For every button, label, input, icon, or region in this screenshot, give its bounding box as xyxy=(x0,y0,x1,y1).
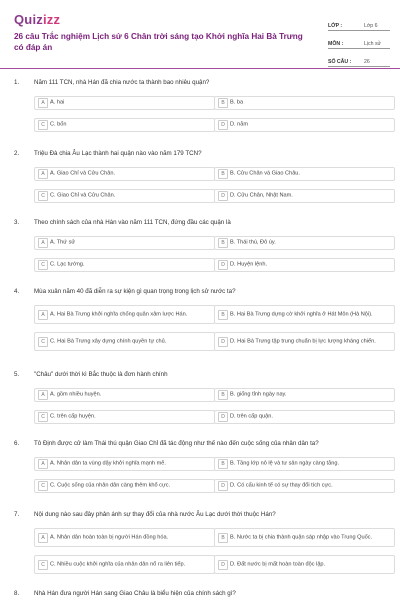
option-letter: D xyxy=(218,120,228,130)
option-text: D. Có cấu kinh tế có sự thay đổi tích cực. xyxy=(230,482,333,489)
option-c[interactable] xyxy=(34,332,215,351)
option-a[interactable] xyxy=(34,96,215,110)
option-text: D. Huyện lệnh. xyxy=(230,261,268,268)
option-letter: C xyxy=(38,120,48,130)
question-number: 7. xyxy=(14,511,20,518)
option-text: A. Thứ sử xyxy=(50,239,76,246)
meta-row-count: SỐ CÂU : 26 xyxy=(328,49,390,67)
option-letter: C xyxy=(38,260,48,270)
option-a[interactable] xyxy=(34,388,215,402)
option-text: B. ba xyxy=(230,99,244,106)
meta-panel xyxy=(328,13,390,67)
quizizz-logo[interactable]: Quizizz xyxy=(14,12,61,27)
option-d[interactable] xyxy=(214,332,395,351)
option-text: D. Đất nước bị mất hoàn toàn độc lập. xyxy=(230,561,326,567)
question-text: Năm 111 TCN, nhà Hán đã chia nước ta thành bao nhiêu quận? xyxy=(34,79,210,86)
option-text: A. hai xyxy=(50,99,65,106)
option-text: C. bốn xyxy=(50,121,67,128)
option-letter: D xyxy=(218,560,228,570)
meta-row-grade: LỚP : Lớp 6 xyxy=(328,13,390,31)
option-b[interactable] xyxy=(214,388,395,402)
option-text: C. Giao Chỉ và Cửu Chân. xyxy=(50,192,116,199)
question-number: 1. xyxy=(14,79,20,86)
question-number: 3. xyxy=(14,219,20,226)
option-d[interactable] xyxy=(214,479,395,493)
option-text: A. gồm nhiều huyện. xyxy=(50,391,102,398)
question-text: Tô Định được cử làm Thái thú quận Giao Chỉ đã tác động như thế nào đến cuộc sống của nhân dân ta? xyxy=(34,440,319,447)
option-c[interactable] xyxy=(34,189,215,203)
option-letter: C xyxy=(38,337,48,347)
question-text: Nội dung nào sau đây phản ánh sự thay đổi của nhà nước Âu Lạc dưới thời thuộc Hán? xyxy=(34,511,276,518)
question-text: Triệu Đà chia Âu Lạc thành hai quận nào vào năm 179 TCN? xyxy=(34,150,202,157)
option-text: A. Hai Bà Trưng khởi nghĩa chống quân xâm lược Hán. xyxy=(50,311,188,317)
option-text: D. Cửu Chân, Nhật Nam. xyxy=(230,192,293,199)
option-b[interactable] xyxy=(214,236,395,250)
question-number: 2. xyxy=(14,150,20,157)
option-a[interactable] xyxy=(34,528,215,547)
option-letter: A xyxy=(38,459,48,469)
option-text: C. Nhiều cuộc khởi nghĩa của nhân dân nổ ra liên tiếp. xyxy=(50,561,186,567)
option-letter: B xyxy=(218,98,228,108)
option-letter: C xyxy=(38,412,48,422)
option-letter: A xyxy=(38,98,48,108)
page-title: 26 câu Trắc nghiệm Lịch sử 6 Chân trời sáng tạo Khởi nghĩa Hai Bà Trưng có đáp án xyxy=(14,32,303,52)
option-letter: B xyxy=(218,310,228,320)
option-c[interactable] xyxy=(34,258,215,272)
option-a[interactable] xyxy=(34,457,215,471)
option-letter: D xyxy=(218,412,228,422)
option-letter: B xyxy=(218,459,228,469)
option-letter: A xyxy=(38,390,48,400)
option-b[interactable] xyxy=(214,457,395,471)
question-number: 5. xyxy=(14,371,20,378)
option-letter: B xyxy=(218,390,228,400)
option-a[interactable] xyxy=(34,305,215,324)
option-d[interactable] xyxy=(214,410,395,424)
header xyxy=(0,0,400,68)
option-text: C. Hai Bà Trưng xây dựng chính quyền tự chủ. xyxy=(50,338,167,344)
option-text: A. Giao Chỉ và Cửu Chân. xyxy=(50,170,115,177)
option-letter: A xyxy=(38,533,48,543)
option-text: C. Lạc tướng. xyxy=(50,261,85,268)
option-text: B. Hai Bà Trưng dựng cờ khởi nghĩa ở Hát Môn (Hà Nội). xyxy=(230,311,373,317)
question-text: Theo chính sách của nhà Hán vào năm 111 TCN, đứng đầu các quận là xyxy=(34,219,231,226)
question-text: "Châu" dưới thời kì Bắc thuộc là đơn hành chính xyxy=(34,371,168,378)
option-letter: D xyxy=(218,337,228,347)
option-letter: A xyxy=(38,310,48,320)
option-a[interactable] xyxy=(34,167,215,181)
option-d[interactable] xyxy=(214,258,395,272)
header-divider xyxy=(0,68,400,69)
question-text: Nhà Hán đưa người Hán sang Giao Châu là biểu hiện của chính sách gì? xyxy=(34,590,236,597)
option-letter: A xyxy=(38,169,48,179)
option-text: B. Thái thú, Đô úy. xyxy=(230,239,276,246)
option-d[interactable] xyxy=(214,118,395,132)
option-text: B. Tầng lớp nô lệ và tư sản ngày càng tăng. xyxy=(230,460,339,467)
option-text: C. trên cấp huyện. xyxy=(50,413,96,420)
option-b[interactable] xyxy=(214,305,395,324)
option-b[interactable] xyxy=(214,167,395,181)
question-number: 4. xyxy=(14,288,20,295)
option-text: D. năm xyxy=(230,121,249,128)
option-text: D. Hai Bà Trưng tập trung chuẩn bị lực lượng kháng chiến. xyxy=(230,338,376,344)
option-text: B. Nước ta bị chia thành quận sáp nhập vào Trung Quốc. xyxy=(230,534,373,540)
option-letter: D xyxy=(218,260,228,270)
option-b[interactable] xyxy=(214,528,395,547)
option-c[interactable] xyxy=(34,555,215,574)
option-text: D. trên cấp quận. xyxy=(230,413,273,420)
option-a[interactable] xyxy=(34,236,215,250)
option-c[interactable] xyxy=(34,118,215,132)
option-letter: A xyxy=(38,238,48,248)
option-letter: C xyxy=(38,560,48,570)
meta-row-subject: MÔN : Lịch sử xyxy=(328,31,390,49)
option-letter: B xyxy=(218,238,228,248)
question-number: 6. xyxy=(14,440,20,447)
option-letter: D xyxy=(218,481,228,491)
option-letter: C xyxy=(38,481,48,491)
option-letter: B xyxy=(218,169,228,179)
option-text: A. Nhân dân ta vùng dậy khởi nghĩa mạnh mẽ. xyxy=(50,460,166,467)
option-text: B. giống tỉnh ngày nay. xyxy=(230,391,287,398)
option-b[interactable] xyxy=(214,96,395,110)
option-d[interactable] xyxy=(214,189,395,203)
option-text: C. Cuộc sống của nhân dân càng thêm khổ cực. xyxy=(50,482,171,489)
option-text: B. Cửu Chân và Giao Châu. xyxy=(230,170,300,177)
option-c[interactable] xyxy=(34,479,215,493)
question-text: Mùa xuân năm 40 đã diễn ra sự kiện gì quan trọng trong lịch sử nước ta? xyxy=(34,288,236,295)
option-c[interactable] xyxy=(34,410,215,424)
question-number: 8. xyxy=(14,590,20,597)
option-letter: B xyxy=(218,533,228,543)
option-letter: C xyxy=(38,191,48,201)
option-letter: D xyxy=(218,191,228,201)
option-d[interactable] xyxy=(214,555,395,574)
option-text: A. Nhân dân hoàn toàn bị người Hán đồng hóa. xyxy=(50,534,169,540)
